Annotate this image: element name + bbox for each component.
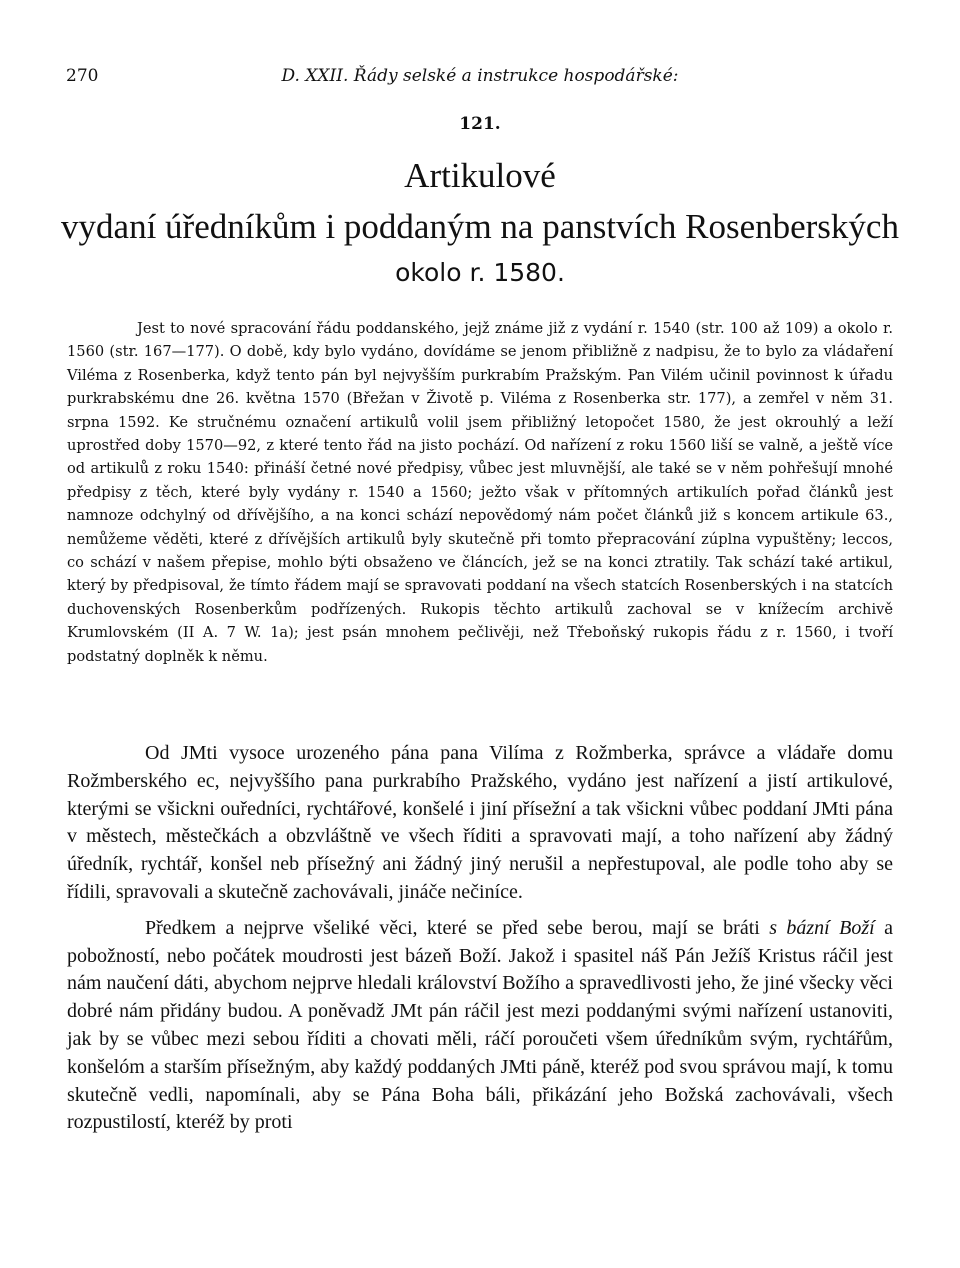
paragraph-2-start: Předkem a nejprve všeliké věci, které se před sebe berou, mají se bráti bbox=[145, 916, 760, 939]
body-paragraph-2 bbox=[67, 915, 893, 1137]
editorial-note-paragraph: Jest to nové spracování řádu poddanského, jejž známe již z vydání r. 1540 (str. 100 až 109) a okolo r. 1560 (str. 167—177). O době, kdy bylo vydáno, dovídáme se jenom přibližně z nadpisu, že to bylo za vládaření Viléma z Rosenberka, když tento pán byl nejvyšším purkrabím Pražským. Pan Vilém učinil povinnost k úřadu purkrabskému dne 26. května 1570 (Břežan v Životě p. Viléma z Rosenberka str. 177), a zemřel v něm 31. srpna 1592. Ke stručnému označení artikulů volil jsem přibližný letopočet 1580, že jest okrouhlý a leží uprostřed doby 1570—92, z které tento řád na jisto pochází. Od nařízení z roku 1560 liší se valně, a ještě více od artikulů z roku 1540: přináší četné nové předpisy, vůbec jest mluvnější, ale také se v něm pohřešují mnohé předpisy z těch, které byly vydány r. 1540 a 1560; ježto však v přítomných artikulích pořad článků jest namnoze odchylný od dřívějšího, a na konci schází nepovědomý nám počet článků již s koncem artikule 63., nemůžeme věděti, které z dřívějších artikulů byly skutečně při tomto přepracování zúplna vypuštěny; leccos, co schází v našem přepise, mohlo býti obsaženo ve článcích, jež se na konci ztratily. Tak schází také artikul, který by předpisoval, že tímto řádem mají se spravovati poddaní na všech statcích Rosenberských i na statcích duchovenských Rosenberkům podřízených. Rukopis těchto artikulů zachoval se v knížecím archivě Krumlovském (II A. 7 W. 1a); jest psán mnohem pečlivěji, než Třeboňský rukopis řádu z r. 1560, i tvoří podstatný doplněk k němu. bbox=[67, 320, 893, 665]
running-title: D. XXII. Řády selské a instrukce hospodářské: bbox=[281, 66, 679, 86]
page-number: 270 bbox=[66, 66, 99, 86]
body-paragraph-1: Od JMti vysoce urozeného pána pana Vilíma z Rožmberka, správce a vládaře domu Rožmberského ec, nejvyššího pana purkrabího Pražského, vydáno jest nařízení a jistí artikulové, kterými se všickni ouředníci, rychtářové, konšelé i jiní přísežní a tak všickni vůbec poddaní JMti pána v městech, městečkách a obzvláštně ve všech říditi a spravovati mají, a toho nařízení aby žádný úředník, rychtář, konšel neb přísežný ani žádný jiný nerušil a nepřestupoval, ale podle toho aby se řídili, spravovali a skutečně zachovávali, jináče nečiníce. bbox=[67, 742, 893, 903]
document-title: Artikulové bbox=[404, 156, 556, 195]
emphasized-phrase: s bázní Boží bbox=[769, 916, 875, 939]
editorial-note bbox=[67, 317, 893, 668]
running-head bbox=[66, 66, 894, 94]
document-date: okolo r. 1580. bbox=[395, 258, 565, 287]
paragraph-2-rest: a pobožností, nebo počátek moudrosti jest bázeň Boží. Jakož i spasitel náš Pán Ježíš Kristus ráčil jest nám naučení dáti, abychom nejprve hledali království Božího a spravedlivosti jeho, že jiné všecky věci dobré nám přidány budou. A poněvadž JMt pán ráčil jest mezi poddanými svými nařízení ustanoviti, jak by se vůbec mezi sebou říditi a chovati měli, ráčí poroučeti všem úředníkům svým, rychtářům, konšelóm a starším přísežným, aby každý poddaných JMti páně, kteréž pod svou správou mají, k tomu skutečně vedli, napomínali, aby se Pána Boha báli, přikázání jeho Božská zachovávali, všech rozpustilostí, kteréž by proti bbox=[67, 916, 893, 1134]
document-subtitle: vydaní úředníkům i poddaným na panstvích Rosenberských bbox=[61, 207, 899, 246]
document-number: 121. bbox=[459, 114, 501, 134]
document-body bbox=[67, 740, 893, 1145]
